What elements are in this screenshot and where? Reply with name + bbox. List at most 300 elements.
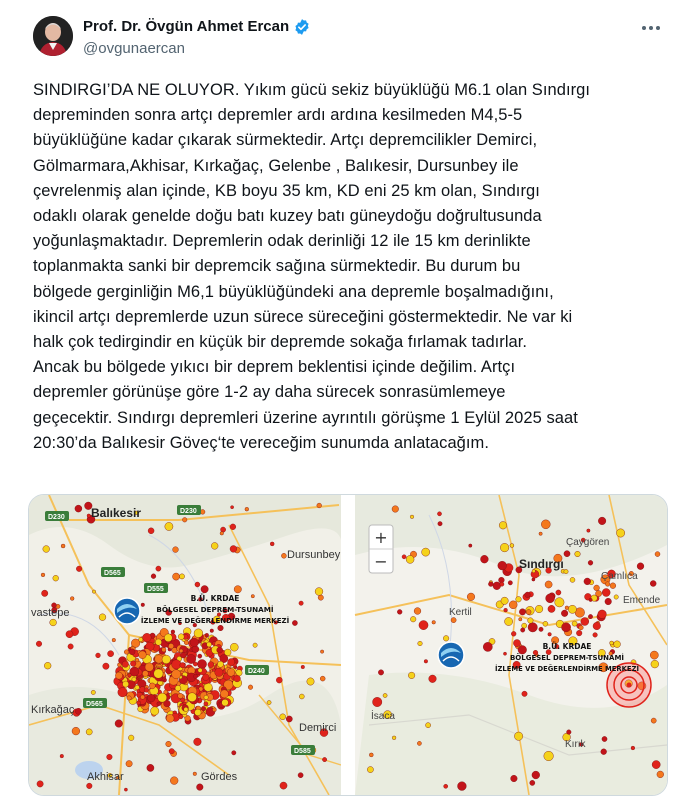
earthquake-dot	[201, 586, 208, 593]
earthquake-dot	[406, 555, 414, 563]
author-avatar[interactable]	[33, 16, 73, 56]
earthquake-dot	[232, 751, 236, 755]
zoom-control[interactable]	[369, 525, 393, 573]
earthquake-dot	[292, 620, 297, 625]
earthquake-dot	[438, 522, 442, 526]
earthquake-dot	[602, 589, 610, 597]
earthquake-dot	[227, 669, 235, 677]
tweet-text-line: depremler görünüşe göre 1-2 ay daha sürecek sonrasümlemeye	[33, 383, 506, 402]
earthquake-dot	[432, 621, 436, 625]
earthquake-dot	[575, 551, 581, 557]
earthquake-dot	[500, 582, 504, 586]
earthquake-dot	[42, 590, 48, 596]
logo-line2: İZLEME VE DEĞERLENDİRME MERKEZİ	[494, 665, 640, 673]
earthquake-dot	[545, 581, 552, 588]
earthquake-dot	[605, 582, 610, 587]
earthquake-dot	[115, 672, 122, 679]
earthquake-dot	[500, 543, 509, 552]
earthquake-dot	[511, 631, 516, 636]
earthquake-dot	[115, 720, 123, 728]
logo-line2: İZLEME VE DEĞERLENDİRME MERKEZİ	[140, 617, 290, 625]
tweet-text-line: SINDIRGI’DA NE OLUYOR. Yıkım gücü sekiz büyüklüğü M6.1 olan Sındırgı	[33, 81, 590, 99]
earthquake-dot	[320, 650, 323, 653]
earthquake-dot	[588, 614, 592, 618]
earthquake-dot	[132, 677, 136, 681]
earthquake-dot	[307, 678, 314, 685]
earthquake-dot	[180, 663, 185, 668]
earthquake-dot	[157, 702, 161, 706]
earthquake-dot	[41, 573, 45, 577]
earthquake-dot	[519, 609, 525, 615]
tweet-text	[33, 78, 663, 456]
place-label: Kırkağaç	[31, 704, 75, 716]
earthquake-dot	[61, 544, 65, 548]
earthquake-dot	[230, 643, 238, 651]
earthquake-dot	[122, 661, 128, 667]
earthquake-dot	[194, 629, 203, 638]
earthquake-dot	[103, 663, 109, 669]
place-label: Sındırgı	[519, 557, 564, 571]
earthquake-dot	[556, 590, 561, 595]
zoom-out-button[interactable]: −	[374, 552, 388, 571]
earthquake-dot	[546, 594, 555, 603]
earthquake-dot	[458, 782, 467, 791]
earthquake-dot	[107, 754, 113, 760]
earthquake-dot	[320, 676, 325, 681]
earthquake-dot	[165, 522, 173, 530]
earthquake-dot	[522, 691, 527, 696]
earthquake-dot	[614, 595, 618, 599]
earthquake-dot	[299, 601, 303, 605]
earthquake-dot	[222, 699, 229, 706]
zoom-in-button[interactable]: +	[374, 528, 388, 547]
earthquake-dot	[481, 555, 489, 563]
earthquake-dot	[75, 505, 82, 512]
avatar-photo-icon	[33, 16, 73, 56]
earthquake-dot	[154, 669, 163, 678]
earthquake-dot	[504, 608, 508, 612]
earthquake-dot	[203, 674, 210, 681]
tweet-text-line: halk çok tedirgindir en küçük bir depremde sokağa fırlamak tadırlar.	[33, 333, 528, 352]
earthquake-dot	[162, 655, 171, 664]
earthquake-dot	[124, 650, 129, 655]
earthquake-dot	[544, 751, 554, 761]
earthquake-dot	[301, 665, 305, 669]
earthquake-dot	[444, 784, 448, 788]
tweet-text-line: toplanmakta sanki bir depremcik sağına sürmektedir. Bu durum bu	[33, 257, 521, 276]
earthquake-dot	[410, 515, 414, 519]
logo-line1: BÖLGESEL DEPREM-TSUNAMİ	[509, 654, 625, 662]
earthquake-dot	[539, 532, 542, 535]
earthquake-dot	[184, 707, 188, 711]
earthquake-dot	[44, 662, 51, 669]
place-label: Emende	[623, 595, 661, 606]
earthquake-dot	[197, 660, 206, 669]
tweet-text-line: depreminden sonra artçı depremler ardı ardına kesilmeden M4,5-5	[33, 106, 523, 125]
earthquake-dot	[651, 660, 659, 668]
earthquake-dot	[149, 683, 155, 689]
earthquake-dot	[60, 754, 64, 758]
earthquake-dot	[510, 544, 514, 548]
earthquake-dot	[598, 517, 606, 525]
earthquake-dot	[616, 529, 624, 537]
earthquake-dot	[535, 605, 543, 613]
earthquake-dot	[204, 702, 208, 706]
earthquake-dot	[96, 653, 101, 658]
earthquake-dot	[195, 709, 202, 716]
earthquake-dot	[205, 633, 209, 637]
earthquake-dot	[245, 507, 249, 511]
earthquake-dot	[367, 767, 373, 773]
earthquake-dot	[211, 543, 218, 550]
earthquake-dot	[541, 520, 550, 529]
tweet-text-line: geçecektir. Sındırgı depremleri üzerine ayrıntılı görüşme 1 Eylül 2025 saat	[33, 408, 578, 427]
earthquake-dot	[124, 788, 127, 791]
earthquake-dot	[567, 730, 572, 735]
earthquake-dot	[230, 524, 236, 530]
earthquake-dot	[602, 736, 607, 741]
earthquake-dot	[142, 671, 148, 677]
earthquake-dot	[561, 610, 568, 617]
earthquake-dot	[281, 553, 286, 558]
tweet-text-line: büyüklüğüne kadar çıkarak sürmektedir. Artçı depremcilikler Demirci,	[33, 131, 538, 150]
earthquake-dot	[145, 663, 154, 672]
earthquake-dot	[579, 625, 584, 630]
earthquake-dot	[68, 644, 73, 649]
earthquake-dot	[317, 503, 322, 508]
earthquake-dot	[514, 732, 522, 740]
earthquake-dot	[505, 617, 513, 625]
earthquake-dot	[610, 583, 616, 589]
earthquake-dot	[299, 694, 304, 699]
earthquake-dot	[414, 608, 421, 615]
earthquake-dot	[184, 640, 188, 644]
earthquake-dot	[605, 598, 612, 605]
earthquake-dot	[66, 631, 73, 638]
earthquake-dot	[467, 593, 475, 601]
earthquake-dot	[228, 659, 235, 666]
earthquake-dot	[128, 735, 134, 741]
earthquake-dot	[72, 727, 80, 735]
earthquake-dot	[173, 547, 179, 553]
earthquake-dot	[231, 506, 234, 509]
earthquake-dot	[528, 618, 534, 624]
earthquake-dot	[217, 647, 223, 653]
earthquake-dot	[519, 618, 522, 621]
earthquake-dot	[568, 605, 576, 613]
earthquake-dot	[178, 634, 184, 640]
earthquake-dot	[424, 660, 428, 664]
road-label: D555	[147, 586, 164, 593]
earthquake-dot	[631, 746, 635, 750]
earthquake-dot	[532, 771, 540, 779]
author-name[interactable]: Prof. Dr. Övgün Ahmet Ercan	[83, 18, 290, 35]
earthquake-dot	[594, 585, 600, 591]
earthquake-dot	[193, 772, 197, 776]
earthquake-dot	[118, 688, 127, 697]
earthquake-dot	[564, 569, 568, 573]
place-label: Kertil	[449, 607, 472, 618]
place-label: Kırık	[565, 739, 586, 750]
earthquake-dot	[493, 582, 501, 590]
earthquake-dot	[166, 741, 172, 747]
earthquake-maps-image	[29, 495, 667, 795]
earthquake-dot	[198, 668, 202, 672]
earthquake-dot	[87, 783, 93, 789]
earthquake-dot	[451, 618, 456, 623]
tweet-text-line: yoğunlaşmaktadır. Depremlerin odak derinliği 12 ile 15 km derinlikte	[33, 232, 531, 251]
earthquake-dot	[204, 695, 208, 699]
earthquake-dot	[530, 780, 535, 785]
earthquake-dot	[584, 578, 591, 585]
earthquake-dot	[501, 597, 508, 604]
earthquake-dot	[378, 670, 383, 675]
earthquake-dot	[195, 582, 200, 587]
place-label: Çaygören	[566, 537, 610, 548]
earthquake-dot	[419, 621, 428, 630]
earthquake-dot	[408, 672, 415, 679]
earthquake-dot	[129, 649, 135, 655]
road-label: D565	[86, 701, 103, 708]
road-label: D240	[248, 668, 265, 675]
earthquake-dot	[112, 638, 116, 642]
earthquake-dot	[522, 623, 527, 628]
more-dots-icon	[639, 18, 663, 38]
earthquake-dot	[143, 633, 152, 642]
earthquake-dot	[513, 640, 520, 647]
earthquake-dot	[373, 697, 382, 706]
earthquake-dot	[276, 677, 282, 683]
earthquake-dot	[652, 761, 660, 769]
earthquake-dot	[392, 506, 399, 513]
earthquake-dot	[197, 784, 204, 791]
earthquake-dot	[178, 693, 183, 698]
earthquake-dot	[657, 771, 664, 778]
earthquake-dot	[168, 643, 173, 648]
earthquake-dot	[443, 636, 449, 642]
earthquake-dot	[108, 651, 114, 657]
logo-line1: BÖLGESEL DEPREM-TSUNAMİ	[156, 605, 274, 614]
earthquake-dot	[548, 605, 555, 612]
earthquake-dot	[469, 544, 472, 547]
earthquake-dot	[123, 681, 129, 687]
earthquake-dot	[650, 651, 658, 659]
earthquake-dot	[76, 566, 82, 572]
earthquake-dot	[518, 646, 527, 655]
earthquake-dot	[92, 590, 95, 593]
earthquake-dot	[164, 634, 172, 642]
earthquake-dot	[509, 601, 517, 609]
earthquake-dot	[169, 749, 174, 754]
earthquake-dot	[147, 764, 154, 771]
earthquake-dot	[43, 546, 50, 553]
earthquake-dot	[171, 630, 175, 634]
tweet-media[interactable]	[28, 494, 668, 796]
earthquake-dot	[298, 773, 303, 778]
earthquake-dot	[503, 652, 506, 655]
earthquake-dot	[53, 575, 59, 581]
tweet-text-line: bölgede gerginliğin M6,1 büyüklüğündeki ana depremle boşalmadığını,	[33, 282, 554, 301]
road-label: D230	[180, 508, 197, 515]
earthquake-dot	[188, 693, 197, 702]
author-block	[83, 17, 311, 59]
earthquake-dot	[562, 623, 571, 632]
earthquake-dot	[166, 714, 174, 722]
place-label: Dursunbey	[287, 549, 341, 561]
earthquake-dot	[369, 753, 373, 757]
earthquake-dot	[248, 685, 253, 690]
krdae-logo-left	[114, 598, 140, 624]
earthquake-dot	[155, 639, 161, 645]
earthquake-dot	[410, 616, 416, 622]
road-label: D585	[294, 748, 311, 755]
earthquake-dot	[156, 566, 161, 571]
krdae-logo-right	[438, 642, 464, 668]
earthquake-dot	[581, 618, 589, 626]
earthquake-dot	[36, 641, 42, 647]
earthquake-dot	[215, 668, 223, 676]
earthquake-dot	[162, 648, 166, 652]
earthquake-dot	[521, 628, 525, 632]
earthquake-dot	[220, 532, 224, 536]
earthquake-dot	[70, 597, 74, 601]
earthquake-dot	[392, 736, 396, 740]
earthquake-dot	[322, 757, 326, 761]
earthquake-dot	[182, 518, 187, 523]
earthquake-dot	[179, 715, 183, 719]
earthquake-dot	[181, 653, 187, 659]
tweet-text-line: ikincil artçı depremlerde uzun sürece süreceğini göstermektedir. Ne var ki	[33, 307, 573, 326]
earthquake-dot	[179, 574, 184, 579]
tweet-text-line: odaklı olarak genelde doğu batı kuzey batı güneydoğu doğrultusunda	[33, 207, 542, 226]
earthquake-dot	[135, 685, 140, 690]
earthquake-dot	[525, 592, 531, 598]
earthquake-dot	[179, 649, 183, 653]
earthquake-dot	[286, 716, 292, 722]
earthquake-dot	[234, 586, 241, 593]
earthquake-dot	[117, 663, 121, 667]
earthquake-dot	[86, 729, 92, 735]
road-label: D565	[104, 570, 121, 577]
earthquake-dot	[210, 629, 214, 633]
earthquake-dot	[127, 696, 131, 700]
place-label: Gördes	[201, 771, 238, 783]
place-label: İsaca	[371, 711, 395, 722]
earthquake-dot	[135, 658, 139, 662]
earthquake-dot	[173, 573, 180, 580]
earthquake-dot	[75, 708, 81, 714]
earthquake-dot	[144, 688, 149, 693]
earthquake-dot	[172, 660, 181, 669]
earthquake-dot	[270, 542, 274, 546]
earthquake-dot	[614, 641, 621, 648]
more-options-button[interactable]	[639, 18, 663, 38]
place-label: Çamlıca	[601, 571, 638, 582]
earthquake-dot	[267, 700, 271, 704]
place-label: Akhisar	[87, 771, 124, 783]
earthquake-dot	[601, 749, 607, 755]
earthquake-dot	[564, 551, 570, 557]
place-label: Balıkesir	[91, 506, 142, 520]
earthquake-dot	[201, 707, 205, 711]
logo-title: B.Ü. KRDAE	[190, 594, 240, 603]
earthquake-dot	[610, 641, 614, 645]
earthquake-dot	[318, 595, 323, 600]
earthquake-dot	[650, 581, 656, 587]
earthquake-dot	[589, 598, 592, 601]
earthquake-dot	[198, 654, 202, 658]
earthquake-dot	[508, 581, 512, 585]
earthquake-dot	[280, 714, 286, 720]
earthquake-dot	[483, 642, 492, 651]
earthquake-dot	[50, 619, 57, 626]
logo-title: B.Ü. KRDAE	[542, 642, 592, 651]
earthquake-dot	[572, 621, 577, 626]
earthquake-dot	[417, 741, 421, 745]
earthquake-dot	[570, 577, 575, 582]
verified-badge-icon	[293, 18, 311, 36]
earthquake-dot	[172, 670, 181, 679]
earthquake-dot	[539, 627, 543, 631]
earthquake-dot	[587, 529, 590, 532]
earthquake-dot	[543, 621, 548, 626]
earthquake-dot	[593, 622, 601, 630]
place-label: vastepe	[31, 607, 70, 619]
earthquake-dot	[217, 661, 223, 667]
earthquake-dot	[148, 528, 154, 534]
earthquake-dot	[130, 661, 136, 667]
earthquake-dot	[128, 673, 132, 677]
map-right	[355, 495, 667, 795]
earthquake-dot	[158, 693, 167, 702]
earthquake-dot	[139, 637, 143, 641]
earthquake-dot	[218, 625, 224, 631]
earthquake-dot	[251, 595, 254, 598]
earthquake-dot	[220, 690, 228, 698]
tweet-text-line: çevrelenmiş alan içinde, KB boyu 35 km, KD eni 25 km olan, Sındırgı	[33, 181, 540, 200]
tweet-text-line: Ancak bu bölgede yıkıcı bir deprem beklentisi içinde değilim. Artçı	[33, 358, 516, 377]
author-handle[interactable]: @ovgunaercan	[83, 40, 185, 57]
earthquake-dot	[498, 561, 507, 570]
earthquake-dot	[548, 633, 552, 637]
earthquake-dot	[598, 610, 607, 619]
earthquake-dot	[596, 591, 602, 597]
earthquake-dot	[234, 675, 241, 682]
tweet-text-line: 20:30’da Balıkesir Göveç‘te vereceğim sunumda anlatacağım.	[33, 433, 489, 452]
earthquake-dot	[230, 546, 237, 553]
earthquake-dot	[426, 723, 431, 728]
earthquake-dot	[576, 630, 582, 636]
earthquake-dot	[499, 522, 507, 530]
earthquake-dot	[422, 548, 430, 556]
earthquake-dot	[651, 718, 656, 723]
earthquake-dot	[315, 588, 323, 596]
earthquake-dot	[141, 603, 145, 607]
earthquake-dot	[429, 675, 437, 683]
earthquake-dot	[637, 563, 644, 570]
earthquake-dot	[397, 610, 402, 615]
earthquake-dot	[437, 512, 441, 516]
earthquake-dot	[207, 642, 212, 647]
earthquake-dot	[280, 782, 287, 789]
earthquake-dot	[253, 643, 257, 647]
earthquake-dot	[488, 582, 493, 587]
earthquake-dot	[516, 597, 522, 603]
earthquake-dot	[175, 685, 181, 691]
earthquake-dot	[212, 708, 216, 712]
tweet-text-line: Gölmarmara,Akhisar, Kırkağaç, Gelenbe , Balıkesir, Dursunbey ile	[33, 156, 519, 175]
earthquake-dot	[187, 654, 196, 663]
